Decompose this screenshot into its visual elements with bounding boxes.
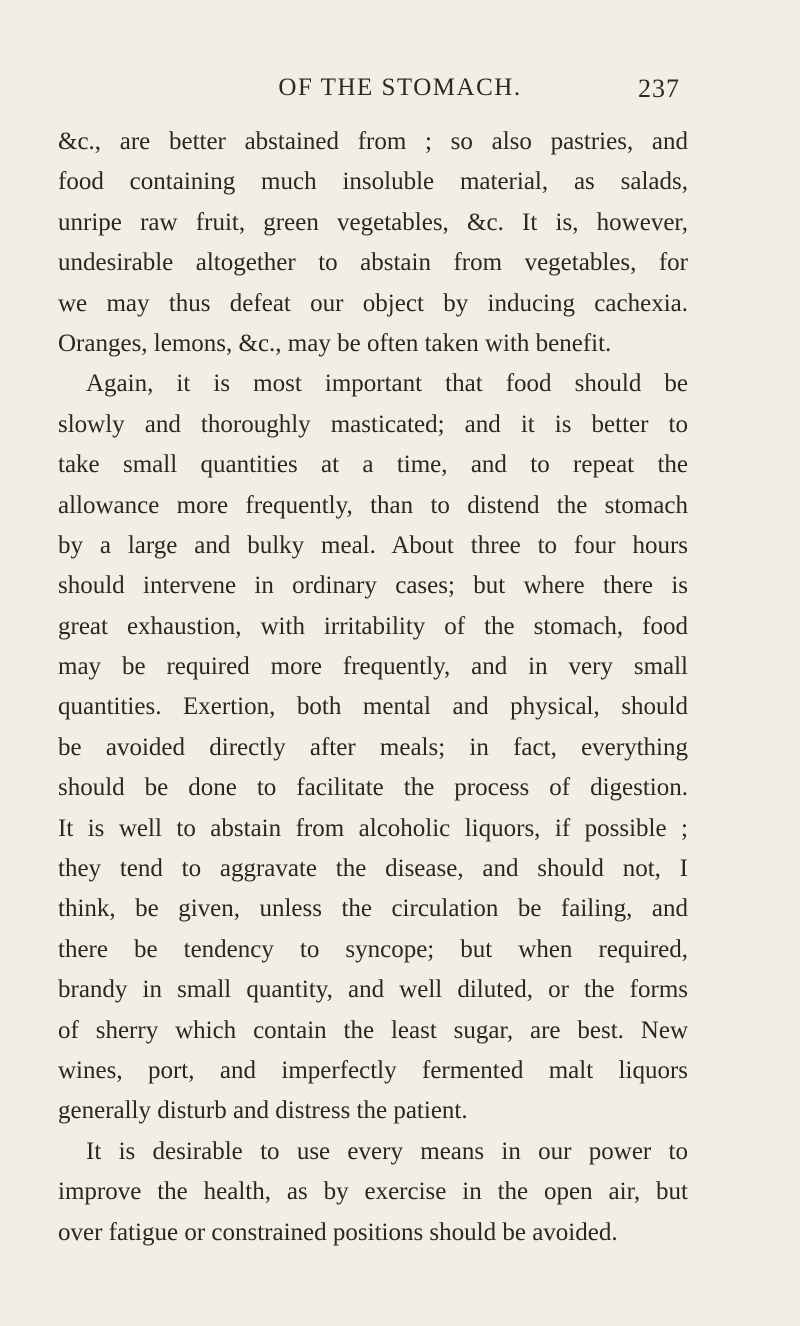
page-number: 237 — [638, 74, 680, 103]
text-line: should be done to facilitate the process of digestion. — [58, 774, 688, 802]
text-line: should intervene in ordinary cases; but where there is — [58, 572, 688, 600]
text-line: there be tendency to syncope; but when required, — [58, 935, 688, 963]
paragraph-end-line: Oranges, lemons, &c., may be often taken with benefit. — [58, 329, 612, 357]
body-text — [58, 122, 688, 1253]
text-line: may be required more frequently, and in very small — [58, 653, 688, 681]
text-line: think, be given, unless the circulation be failing, and — [58, 895, 688, 923]
text-line: wines, port, and imperfectly fermented malt liquors — [58, 1056, 688, 1084]
text-line: food containing much insoluble material, as salads, — [58, 168, 688, 196]
paragraph-start-line: It is desirable to use every means in our power to — [86, 1137, 688, 1165]
paragraph-end-line: over fatigue or constrained positions should be avoided. — [58, 1218, 618, 1246]
text-line: unripe raw fruit, green vegetables, &c. It is, however, — [58, 208, 688, 236]
text-line: brandy in small quantity, and well diluted, or the forms — [58, 976, 688, 1004]
paragraph-start-line: Again, it is most important that food should be — [86, 370, 688, 398]
text-line: undesirable altogether to abstain from vegetables, for — [58, 249, 688, 277]
text-line: be avoided directly after meals; in fact, everything — [58, 733, 688, 761]
text-line: It is well to abstain from alcoholic liquors, if possible ; — [58, 814, 688, 842]
text-line: slowly and thoroughly masticated; and it is better to — [58, 410, 688, 438]
text-line: by a large and bulky meal. About three to four hours — [58, 531, 688, 559]
text-line: great exhaustion, with irritability of the stomach, food — [58, 612, 688, 640]
text-line: they tend to aggravate the disease, and should not, I — [58, 855, 688, 883]
running-title: OF THE STOMACH. — [278, 74, 522, 101]
text-line: we may thus defeat our object by inducing cachexia. — [58, 289, 688, 317]
text-line: of sherry which contain the least sugar, are best. New — [58, 1016, 688, 1044]
running-head — [0, 74, 800, 114]
text-line: quantities. Exertion, both mental and physical, should — [58, 693, 688, 721]
text-line: &c., are better abstained from ; so also pastries, and — [58, 128, 688, 155]
text-line: improve the health, as by exercise in the open air, but — [58, 1178, 688, 1206]
text-line: take small quantities at a time, and to repeat the — [58, 451, 688, 479]
paragraph-end-line: generally disturb and distress the patient. — [58, 1097, 468, 1125]
text-line: allowance more frequently, than to distend the stomach — [58, 491, 688, 519]
